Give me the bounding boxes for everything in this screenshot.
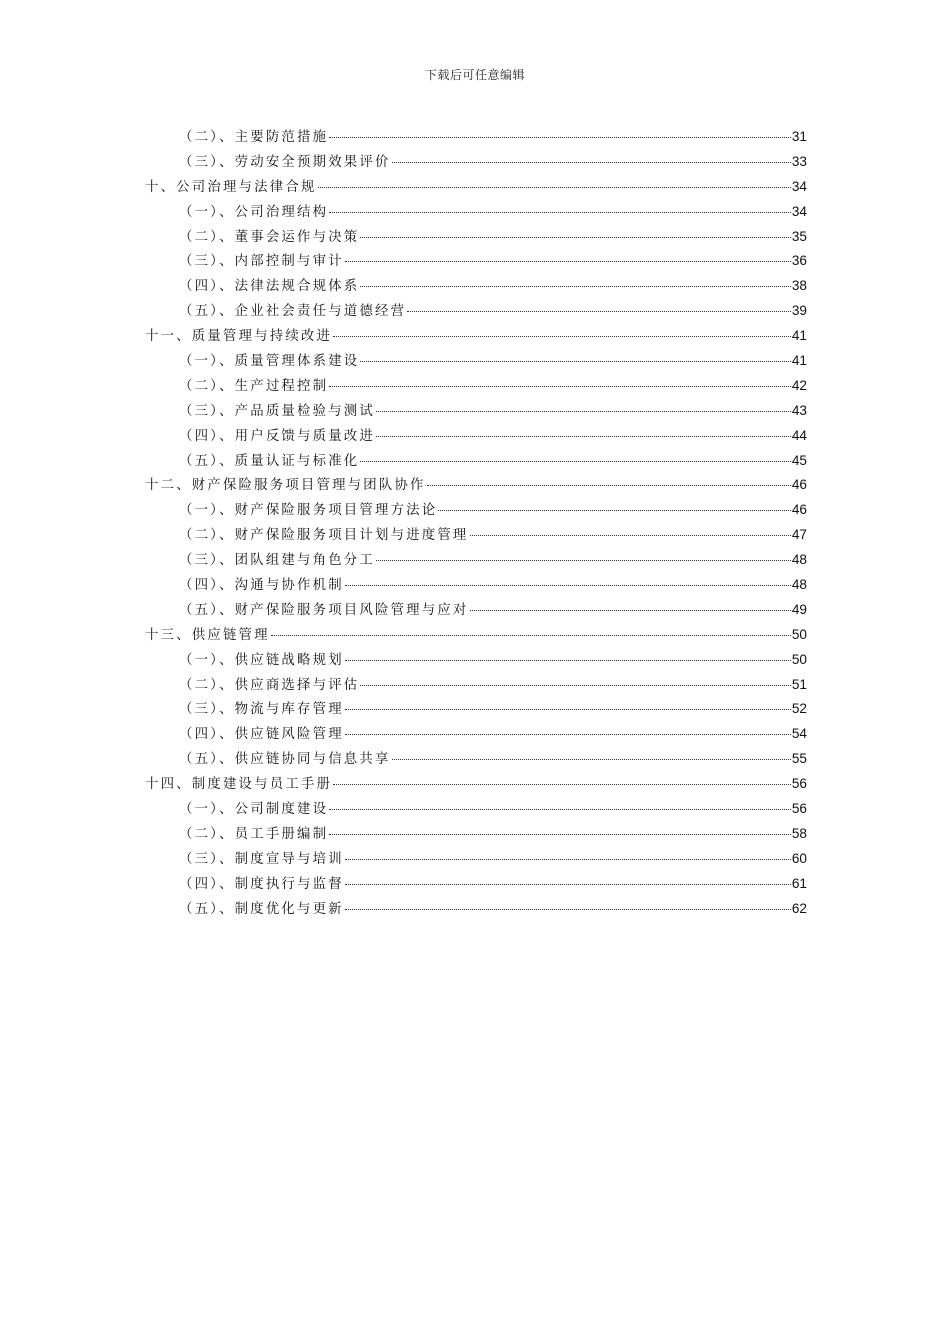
toc-entry-title: （五）、供应链协同与信息共享 bbox=[179, 752, 391, 768]
toc-entry-page-number: 41 bbox=[791, 328, 807, 344]
toc-entry-page-number: 50 bbox=[791, 651, 807, 667]
toc-dot-leader bbox=[329, 386, 791, 387]
toc-entry-title: （四）、供应链风险管理 bbox=[179, 727, 344, 743]
toc-entry[interactable] bbox=[145, 249, 807, 274]
toc-entry-page-number: 61 bbox=[791, 875, 807, 891]
toc-dot-leader bbox=[271, 635, 791, 636]
toc-entry-title: （一）、供应链战略规划 bbox=[179, 652, 344, 668]
toc-dot-leader bbox=[470, 610, 791, 611]
toc-entry-title: （二）、财产保险服务项目计划与进度管理 bbox=[179, 528, 469, 544]
toc-entry-title: （一）、质量管理体系建设 bbox=[179, 354, 360, 370]
toc-entry[interactable] bbox=[145, 424, 807, 449]
toc-entry[interactable] bbox=[145, 648, 807, 673]
toc-entry[interactable] bbox=[145, 399, 807, 424]
toc-entry-title: （二）、员工手册编制 bbox=[179, 826, 329, 842]
toc-entry-title: （三）、团队组建与角色分工 bbox=[179, 553, 375, 569]
toc-entry-title: （四）、法律法规合规体系 bbox=[179, 279, 360, 295]
toc-entry-page-number: 50 bbox=[791, 626, 807, 642]
toc-entry-title: （五）、制度优化与更新 bbox=[179, 901, 344, 917]
toc-entry-title: （三）、物流与库存管理 bbox=[179, 702, 344, 718]
toc-entry[interactable] bbox=[145, 498, 807, 523]
toc-dot-leader bbox=[318, 187, 791, 188]
toc-dot-leader bbox=[329, 212, 791, 213]
toc-entry-title: （一）、公司制度建设 bbox=[179, 802, 329, 818]
toc-dot-leader bbox=[329, 834, 791, 835]
toc-dot-leader bbox=[345, 709, 791, 710]
toc-dot-leader bbox=[345, 734, 791, 735]
toc-entry-page-number: 38 bbox=[791, 278, 807, 294]
toc-entry-page-number: 48 bbox=[791, 577, 807, 593]
toc-entry-title: （三）、制度宣导与培训 bbox=[179, 851, 344, 867]
toc-entry[interactable] bbox=[145, 548, 807, 573]
page-header bbox=[0, 66, 950, 83]
toc-entry-title: （五）、质量认证与标准化 bbox=[179, 453, 360, 469]
toc-entry-page-number: 60 bbox=[791, 850, 807, 866]
toc-dot-leader bbox=[407, 311, 791, 312]
toc-entry[interactable] bbox=[145, 324, 807, 349]
toc-entry-title: （三）、内部控制与审计 bbox=[179, 254, 344, 270]
toc-entry-page-number: 34 bbox=[791, 203, 807, 219]
toc-entry-page-number: 49 bbox=[791, 601, 807, 617]
toc-entry-page-number: 35 bbox=[791, 228, 807, 244]
toc-entry-page-number: 36 bbox=[791, 253, 807, 269]
toc-entry-page-number: 55 bbox=[791, 751, 807, 767]
toc-entry-page-number: 45 bbox=[791, 452, 807, 468]
toc-dot-leader bbox=[333, 336, 791, 337]
toc-entry-title: （四）、制度执行与监督 bbox=[179, 876, 344, 892]
toc-entry[interactable] bbox=[145, 225, 807, 250]
header-text: 下载后可任意编辑 bbox=[424, 68, 525, 82]
toc-entry-title: （三）、产品质量检验与测试 bbox=[179, 403, 375, 419]
toc-dot-leader bbox=[360, 286, 790, 287]
toc-entry[interactable] bbox=[145, 772, 807, 797]
toc-entry-title: （五）、企业社会责任与道德经营 bbox=[179, 304, 407, 320]
toc-entry-page-number: 56 bbox=[791, 776, 807, 792]
toc-entry-title: 十三、供应链管理 bbox=[145, 627, 270, 643]
toc-dot-leader bbox=[360, 461, 790, 462]
toc-entry-title: （四）、用户反馈与质量改进 bbox=[179, 428, 375, 444]
toc-entry-title: 十一、质量管理与持续改进 bbox=[145, 329, 333, 345]
toc-entry-page-number: 34 bbox=[791, 178, 807, 194]
toc-entry[interactable] bbox=[145, 847, 807, 872]
toc-entry[interactable] bbox=[145, 573, 807, 598]
toc-entry-page-number: 42 bbox=[791, 377, 807, 393]
toc-entry[interactable] bbox=[145, 598, 807, 623]
toc-entry-title: （二）、供应商选择与评估 bbox=[179, 677, 360, 693]
toc-dot-leader bbox=[360, 361, 790, 362]
toc-entry-page-number: 46 bbox=[791, 502, 807, 518]
toc-entry-page-number: 39 bbox=[791, 303, 807, 319]
toc-dot-leader bbox=[345, 585, 791, 586]
toc-entry[interactable] bbox=[145, 349, 807, 374]
toc-entry-page-number: 41 bbox=[791, 353, 807, 369]
toc-entry[interactable] bbox=[145, 299, 807, 324]
toc-entry-title: 十二、财产保险服务项目管理与团队协作 bbox=[145, 478, 426, 494]
toc-entry[interactable] bbox=[145, 449, 807, 474]
toc-dot-leader bbox=[345, 859, 791, 860]
toc-entry-title: （二）、生产过程控制 bbox=[179, 378, 329, 394]
toc-entry-title: 十四、制度建设与员工手册 bbox=[145, 777, 333, 793]
table-of-contents bbox=[145, 125, 807, 922]
toc-entry-title: （二）、主要防范措施 bbox=[179, 130, 329, 145]
toc-entry-page-number: 51 bbox=[791, 676, 807, 692]
toc-dot-leader bbox=[392, 759, 791, 760]
toc-entry[interactable] bbox=[145, 697, 807, 722]
toc-dot-leader bbox=[345, 261, 791, 262]
toc-entry-page-number: 48 bbox=[791, 552, 807, 568]
toc-dot-leader bbox=[360, 237, 790, 238]
toc-entry-title: （四）、沟通与协作机制 bbox=[179, 578, 344, 594]
toc-entry[interactable] bbox=[145, 473, 807, 498]
toc-entry-title: （一）、财产保险服务项目管理方法论 bbox=[179, 503, 438, 519]
toc-entry[interactable] bbox=[145, 897, 807, 922]
toc-dot-leader bbox=[329, 809, 791, 810]
toc-entry[interactable] bbox=[145, 374, 807, 399]
toc-dot-leader bbox=[438, 510, 791, 511]
toc-entry-page-number: 33 bbox=[791, 153, 807, 169]
toc-entry[interactable] bbox=[145, 150, 807, 175]
toc-dot-leader bbox=[345, 884, 791, 885]
toc-dot-leader bbox=[376, 436, 791, 437]
toc-entry[interactable] bbox=[145, 200, 807, 225]
toc-entry[interactable] bbox=[145, 274, 807, 299]
toc-dot-leader bbox=[376, 411, 791, 412]
toc-dot-leader bbox=[360, 685, 790, 686]
toc-dot-leader bbox=[345, 909, 791, 910]
toc-entry[interactable] bbox=[145, 797, 807, 822]
toc-entry-page-number: 56 bbox=[791, 801, 807, 817]
toc-entry[interactable] bbox=[145, 822, 807, 847]
toc-entry-title: （二）、董事会运作与决策 bbox=[179, 229, 360, 245]
toc-entry-title: （三）、劳动安全预期效果评价 bbox=[179, 154, 391, 170]
toc-entry[interactable] bbox=[145, 673, 807, 698]
toc-dot-leader bbox=[345, 660, 791, 661]
toc-entry-page-number: 43 bbox=[791, 402, 807, 418]
toc-dot-leader bbox=[333, 784, 791, 785]
toc-entry-page-number: 44 bbox=[791, 427, 807, 443]
toc-entry[interactable] bbox=[145, 175, 807, 200]
toc-entry-page-number: 52 bbox=[791, 701, 807, 717]
toc-entry[interactable] bbox=[145, 872, 807, 897]
toc-entry[interactable] bbox=[145, 125, 807, 150]
toc-entry-title: （一）、公司治理结构 bbox=[179, 204, 329, 220]
toc-dot-leader bbox=[329, 137, 791, 138]
toc-entry-page-number: 54 bbox=[791, 726, 807, 742]
toc-entry[interactable] bbox=[145, 747, 807, 772]
toc-dot-leader bbox=[392, 162, 791, 163]
toc-entry-page-number: 46 bbox=[791, 477, 807, 493]
toc-entry[interactable] bbox=[145, 722, 807, 747]
toc-entry[interactable] bbox=[145, 523, 807, 548]
toc-dot-leader bbox=[470, 535, 791, 536]
toc-entry-page-number: 47 bbox=[791, 527, 807, 543]
toc-entry[interactable] bbox=[145, 623, 807, 648]
toc-entry-page-number: 58 bbox=[791, 825, 807, 841]
toc-dot-leader bbox=[427, 485, 791, 486]
toc-entry-page-number: 31 bbox=[791, 129, 807, 144]
toc-entry-title: 十、公司治理与法律合规 bbox=[145, 179, 317, 195]
toc-entry-title: （五）、财产保险服务项目风险管理与应对 bbox=[179, 602, 469, 618]
toc-dot-leader bbox=[376, 560, 791, 561]
toc-entry-page-number: 62 bbox=[791, 900, 807, 916]
